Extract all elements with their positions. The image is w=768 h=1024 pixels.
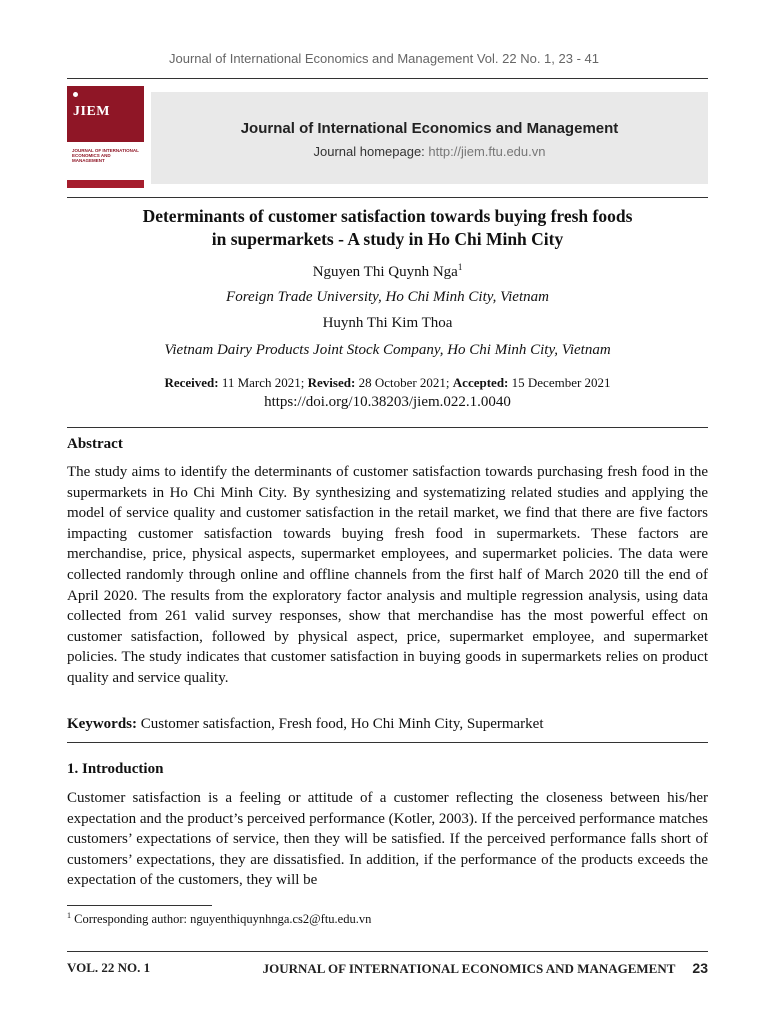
journal-cover-thumbnail [67, 86, 144, 188]
footer-journal-name: JOURNAL OF INTERNATIONAL ECONOMICS AND MANAGEMENT [262, 961, 676, 976]
footer-journal [263, 960, 708, 977]
banner-title: Journal of International Economics and Management [240, 120, 619, 137]
title-line-2: in supermarkets - A study in Ho Chi Minh City [211, 229, 564, 249]
homepage-link[interactable]: http://jiem.ftu.edu.vn [428, 144, 546, 159]
author-1 [67, 262, 708, 281]
author-1-footnote-mark[interactable]: 1 [457, 262, 463, 272]
running-head: Journal of International Economics and Management Vol. 22 No. 1, 23 - 41 [169, 51, 599, 66]
banner-rule [67, 197, 708, 198]
submission-dates [67, 375, 708, 391]
footnote [67, 911, 371, 927]
banner-homepage [151, 144, 708, 159]
page-number: 23 [692, 960, 708, 976]
accepted-date: 15 December 2021 [511, 375, 611, 390]
footnote-mark: 1 [67, 911, 71, 920]
author-2: Huynh Thi Kim Thoa [322, 315, 453, 331]
paper-title [67, 205, 708, 251]
received-label: Received: [164, 375, 219, 390]
keywords-text: Customer satisfaction, Fresh food, Ho Chi Minh City, Supermarket [140, 716, 544, 732]
cover-subtitle: JOURNAL OF INTERNATIONAL ECONOMICS AND MANAGEMENT [72, 148, 139, 163]
footnote-text: Corresponding author: nguyenthiquynhnga.cs2@ftu.edu.vn [74, 912, 372, 927]
author-1-name: Nguyen Thi Quynh Nga [312, 264, 458, 280]
abstract-top-rule [67, 427, 708, 428]
introduction-text: Customer satisfaction is a feeling or attitude of a customer reflecting the closeness between his/her expectation and the product’s perceived performance (Kotler, 2003). If the perceived performance matches customers’ expectations of service, then they will be satisfied. If the perceived performance falls short of customers’ expectations, they are dissatisfied. In addition, if the performance of the products exceeds the expectation of the customers, they will be [67, 790, 708, 889]
footer-rule [67, 951, 708, 952]
received-date: 11 March 2021; [221, 375, 305, 390]
keywords-label: Keywords: [67, 716, 137, 732]
revised-date: 28 October 2021; [358, 375, 450, 390]
cover-emblem-icon [73, 92, 78, 97]
title-line-1: Determinants of customer satisfaction towards buying fresh foods [142, 206, 633, 226]
accepted-label: Accepted: [452, 375, 509, 390]
abstract-text: The study aims to identify the determinants of customer satisfaction towards purchasing fresh food in the supermarkets in Ho Chi Minh City. By synthesizing and systematizing related studies and applying the model of service quality and customer satisfaction in the retail market, we find that there are five factors impacting customer satisfaction towards buying fresh food in supermarkets. These factors are merchandise, price, physical aspects, supermarket employees, and supermarket policies. The data were collected randomly through online and offline channels from the first half of March 2020 till the end of April 2020. The results from the exploratory factor analysis and multiple regression analysis, using data collected from 261 valid survey responses, show that merchandise has the most powerful effect on customer satisfaction, followed by physical aspect, price, supermarket employee, and supermarket policies. The study indicates that customer satisfaction in buying goods in supermarkets relies on product quality and service quality. [67, 464, 708, 686]
introduction-heading: 1. Introduction [67, 761, 164, 777]
affiliation-2: Vietnam Dairy Products Joint Stock Company, Ho Chi Minh City, Vietnam [164, 342, 611, 358]
cover-logo: JIEM [73, 104, 110, 119]
cover-bottom-strip [67, 180, 144, 188]
header-rule [67, 78, 708, 79]
homepage-label: Journal homepage: [313, 144, 425, 159]
revised-label: Revised: [307, 375, 356, 390]
doi-link[interactable]: https://doi.org/10.38203/jiem.022.1.0040 [264, 394, 511, 410]
journal-banner [151, 92, 708, 184]
footer-volume: VOL. 22 NO. 1 [67, 960, 151, 975]
keywords [67, 716, 544, 733]
abstract-heading: Abstract [67, 436, 123, 452]
affiliation-1: Foreign Trade University, Ho Chi Minh City, Vietnam [226, 289, 549, 305]
footnote-rule [67, 905, 212, 906]
abstract-bottom-rule [67, 742, 708, 743]
